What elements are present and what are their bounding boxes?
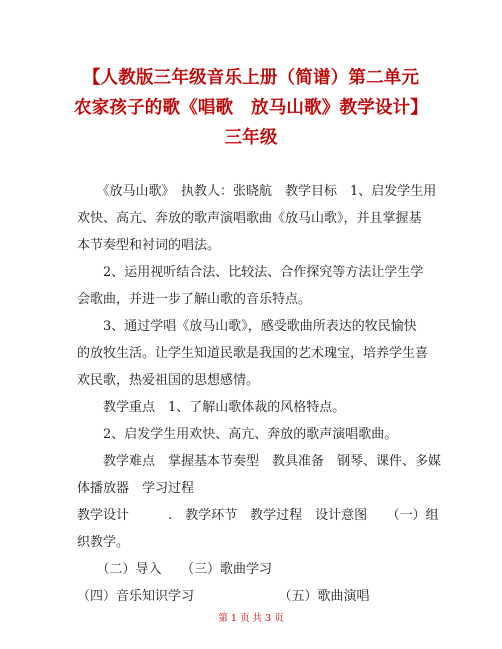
body-line-12: 体播放器 学习过程 <box>77 481 195 496</box>
body-line-16: （四）音乐知识学习 （五）歌曲演唱 <box>77 589 370 604</box>
page-footer: 第 1 页 共 3 页 <box>218 613 284 624</box>
body-line-10: 2、启发学生用欢快、高亢、奔放的歌声演唱歌曲。 <box>77 427 398 442</box>
body-line-5: 会歌曲，并进一步了解山歌的音乐特点。 <box>77 292 312 307</box>
body-line-6: 3、通过学唱《放马山歌》，感受歌曲所表达的牧民愉快 <box>77 319 417 334</box>
body-line-2: 欢快、高亢、奔放的歌声演唱歌曲《放马山歌》，并且掌握基 <box>77 211 422 226</box>
body-line-4: 2、运用视听结合法、比较法、合作探究等方法让学生学 <box>77 265 424 280</box>
body-line-13: 教学设计 . 教学环节 教学过程 设计意图 （一）组 <box>77 508 439 523</box>
body-line-7: 的放牧生活。让学生知道民歌是我国的艺术瑰宝，培养学生喜 <box>77 346 429 361</box>
title-line-1: 【人教版三年级音乐上册（简谱）第二单元 <box>82 68 420 88</box>
title-line-3: 三年级 <box>224 128 278 148</box>
body-line-15: （二）导入 （三）歌曲学习 <box>77 562 273 577</box>
body-line-11: 教学难点 掌握基本节奏型 教具准备 钢琴、课件、多媒 <box>77 454 442 469</box>
title-line-2: 农家孩子的歌《唱歌 放马山歌》教学设计】 <box>74 98 428 118</box>
body-line-14: 织教学。 <box>77 535 130 550</box>
body-line-1: 《放马山歌》 执教人：张晓航 教学目标 1、启发学生用 <box>77 184 437 199</box>
body-line-9: 教学重点 1、了解山歌体裁的风格特点。 <box>77 400 346 415</box>
body-line-3: 本节奏型和衬词的唱法。 <box>77 238 221 253</box>
body-line-8: 欢民歌，热爱祖国的思想感情。 <box>77 373 260 388</box>
